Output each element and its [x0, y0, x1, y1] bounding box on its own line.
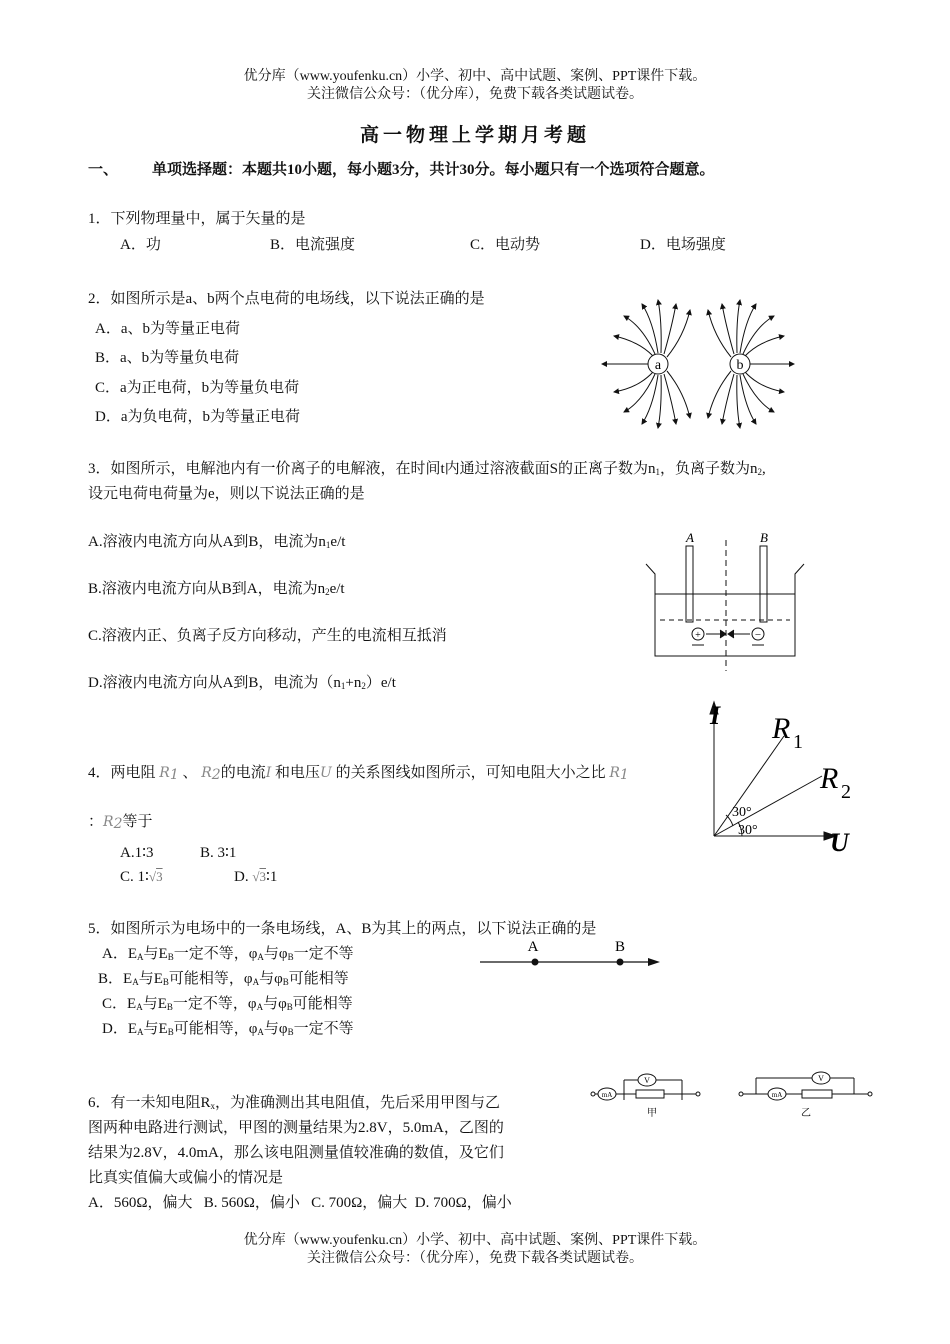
q2-option-b: B．a、b为等量负电荷: [95, 350, 240, 366]
ammeter-jia-label: mA: [601, 1091, 613, 1099]
negative-sign: −: [754, 629, 762, 641]
q4-iu-graph-figure: [702, 696, 870, 858]
q5-field-line-figure: [478, 936, 664, 972]
q5-stem: 5．如图所示为电场中的一条电场线，A、B为其上的两点，以下说法正确的是: [88, 921, 597, 937]
q4-option-b: B. 3∶1: [200, 845, 237, 861]
q2-stem: 2．如图所示是a、b两个点电荷的电场线，以下说法正确的是: [88, 291, 485, 307]
q5-option-a: A．$E_A$与$E_B$一定不等，$\varphi_A$与$\varphi_B$一定不等: [102, 946, 354, 962]
q3-option-d: D.溶液内电流方向从A到B，电流为$(n_1+n_2)e/t$: [88, 675, 396, 691]
q1-option-d: D．电场强度: [640, 237, 726, 253]
line-r1-subscript: 1: [793, 731, 803, 753]
cell-container: [646, 564, 804, 656]
q3-electrolytic-cell-figure: [640, 526, 810, 674]
q4-stem-line2: ：$R_2$等于: [88, 814, 153, 832]
circuit-yi-label: 乙: [801, 1108, 811, 1119]
q5-option-d: D．$E_A$与$E_B$可能相等，$\varphi_A$与$\varphi_B$一定不等: [102, 1021, 354, 1037]
line-r2-subscript: 2: [841, 781, 851, 803]
q6-circuit-yi: [738, 1066, 878, 1120]
q3-stem-line2: 设元电荷电荷量为e，则以下说法正确的是: [88, 486, 365, 502]
q3-option-a: A.溶液内电流方向从A到B，电流为$n_1e/t$: [88, 534, 346, 550]
point-a-label: A: [527, 939, 539, 955]
footer-line-1: 优分库（www.youfenku.cn）小学、初中、高中试题、案例、PPT课件下载。: [243, 1233, 707, 1248]
charge-a-field-lines: [602, 300, 690, 428]
q4-option-c: C. 1∶√3: [120, 869, 163, 885]
angle-1-label: 30°: [732, 805, 752, 820]
q3-option-c: C.溶液内正、负离子反方向移动，产生的电流相互抵消: [88, 628, 447, 644]
circuit-jia-label: 甲: [647, 1108, 657, 1119]
charge-a-label: a: [654, 358, 662, 373]
ammeter-yi-label: mA: [771, 1091, 783, 1099]
charge-b-field-lines: [708, 300, 794, 428]
q5-option-c: C．$E_A$与$E_B$一定不等，$\varphi_A$与$\varphi_B$可能相等: [102, 996, 353, 1012]
section-instructions: 单项选择题：本题共10小题，每小题3分，共计30分。每小题只有一个选项符合题意。: [152, 162, 715, 178]
q2-option-d: D．a为负电荷，b为等量正电荷: [95, 409, 300, 425]
q6-circuit-jia: [590, 1070, 710, 1120]
q2-field-lines-figure: [598, 296, 800, 436]
charge-b-label: b: [736, 358, 744, 373]
page-title: 高一物理上学期月考题: [359, 125, 590, 146]
q5-option-b: B．$E_A$与$E_B$可能相等，$\varphi_A$与$\varphi_B$可能相等: [98, 971, 349, 987]
q4-stem-line1: 4．两电阻 $R_1$ 、 $R_2$的电流I 和电压U 的关系图线如图所示，可知电阻大小之比 $R_1$: [88, 765, 629, 783]
electrode-b: [760, 546, 767, 622]
point-b: [617, 959, 624, 966]
section-number: 一、: [88, 162, 119, 178]
header-line-1: 优分库（www.youfenku.cn）小学、初中、高中试题、案例、PPT课件下载。: [243, 69, 707, 84]
q1-option-b: B．电流强度: [270, 237, 356, 253]
q1-stem: 1．下列物理量中，属于矢量的是: [88, 211, 306, 227]
q2-option-c: C．a为正电荷，b为等量负电荷: [95, 380, 300, 396]
electrode-b-label: B: [760, 530, 768, 545]
point-a: [532, 959, 539, 966]
q3-stem-line1: 3．如图所示，电解池内有一价离子的电解液，在时间t内通过溶液截面S的正离子数为$n_1$，负离子数为$n_2$,: [88, 461, 766, 477]
q6-options: A．560Ω，偏大 B. 560Ω，偏小 C. 700Ω，偏大 D. 700Ω，偏小: [88, 1195, 512, 1211]
resistor-yi: [802, 1090, 832, 1098]
voltmeter-jia-label: V: [644, 1076, 650, 1085]
q3-option-b: B.溶液内电流方向从B到A，电流为$n_2e/t$: [88, 581, 345, 597]
q6-line3: 结果为2.8V，4.0mA，那么该电阻测量值较准确的数值，及它们: [88, 1145, 504, 1161]
axis-u-label: U: [830, 828, 849, 857]
electrode-a-label: A: [686, 530, 694, 545]
positive-sign: +: [695, 630, 701, 641]
point-b-label: B: [614, 939, 626, 955]
q1-option-a: A．功: [120, 237, 161, 253]
q6-line1: 6．有一未知电阻$R_x$，为准确测出其电阻值，先后采用甲图与乙: [88, 1095, 501, 1111]
header-line-2: 关注微信公众号：（优分库），免费下载各类试题试卷。: [307, 87, 643, 102]
q6-line4: 比真实值偏大或偏小的情况是: [88, 1170, 284, 1186]
line-r1: [714, 736, 784, 836]
footer-line-2: 关注微信公众号：（优分库），免费下载各类试题试卷。: [307, 1251, 643, 1266]
q2-option-a: A．a、b为等量正电荷: [95, 321, 240, 337]
voltmeter-yi-label: V: [818, 1074, 824, 1083]
electrode-a: [686, 546, 693, 622]
resistor-jia: [636, 1090, 664, 1098]
line-r2: [714, 776, 822, 836]
q6-line2: 图两种电路进行测试，甲图的测量结果为2.8V，5.0mA，乙图的: [88, 1120, 504, 1136]
line-r2-label: R: [820, 762, 839, 795]
q4-option-a: A.1∶3: [120, 845, 154, 861]
angle-2-label: 30°: [738, 823, 758, 838]
q4-option-d: D. √3∶1: [234, 869, 278, 885]
axis-i-label: I: [710, 701, 721, 730]
line-r1-label: R: [772, 712, 791, 745]
q1-option-c: C．电动势: [470, 237, 541, 253]
